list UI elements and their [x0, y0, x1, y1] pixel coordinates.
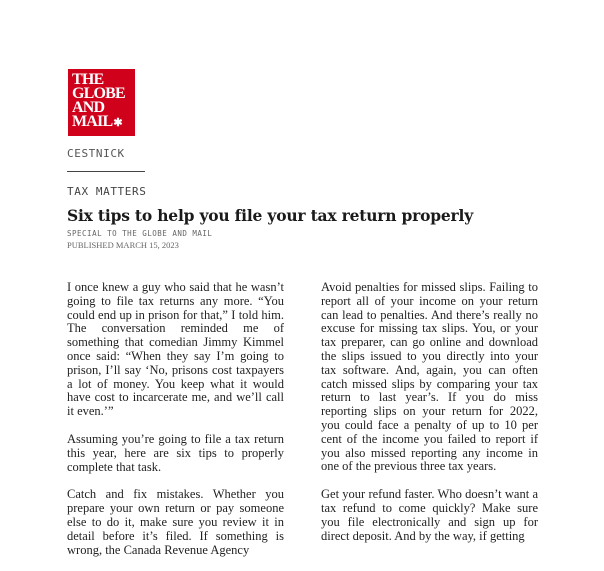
paragraph: I once knew a guy who said that he wasn’t going to file tax returns any more. “You could end up in prison for that,” I told him. The conversation reminded me of something that comedian Jimmy Kimmel once said: “When they say I’m going to prison, I’ll say ‘No, prisons cost taxpayers a lot of money. You keep what it would have cost to incarcerate me, and we’ll call it even.’” — [67, 280, 284, 419]
article-column-left — [67, 281, 284, 571]
published-date: PUBLISHED MARCH 15, 2023 — [67, 240, 179, 250]
logo-line-globe: GLOBE — [72, 85, 125, 102]
article-headline: Six tips to help you file your tax return properly — [67, 206, 473, 225]
paragraph: Catch and fix mistakes. Whether you prepare your own return or pay someone else to do it, make sure you review it in detail before it’s filed. If something is wrong, the Canada Revenue Agency — [67, 487, 284, 557]
article-column-right — [321, 281, 538, 557]
paragraph: Get your refund faster. Who doesn’t want a tax refund to come quickly? Make sure you file electronically and sign up for direct deposit. And by the way, if getting — [321, 487, 538, 543]
section-kicker[interactable]: TAX MATTERS — [67, 185, 147, 198]
byline: SPECIAL TO THE GLOBE AND MAIL — [67, 229, 213, 238]
author-name: CESTNICK — [67, 147, 125, 160]
paragraph: Assuming you’re going to file a tax return this year, here are six tips to properly complete that task. — [67, 431, 284, 474]
logo-line-the: THE — [72, 71, 104, 88]
maple-leaf-icon: ✱ — [113, 117, 122, 129]
logo-line-and: AND — [72, 99, 105, 116]
divider — [67, 171, 145, 172]
globe-and-mail-logo — [68, 69, 135, 136]
paragraph: Avoid penalties for missed slips. Failing to report all of your income on your return can lead to penalties. And there’s really no excuse for missing tax slips. You, or your tax preparer, can go online and download the slips issued to you directly into your tax software. And, again, you can often catch missed slips by comparing your tax return to last year’s. If you do miss reporting slips on your return for 2022, you could face a penalty of up to 10 per cent of the income you failed to report if you also missed reporting any income in one of the previous three tax years. — [321, 280, 538, 474]
logo-line-mail: MAIL✱ — [72, 113, 122, 130]
